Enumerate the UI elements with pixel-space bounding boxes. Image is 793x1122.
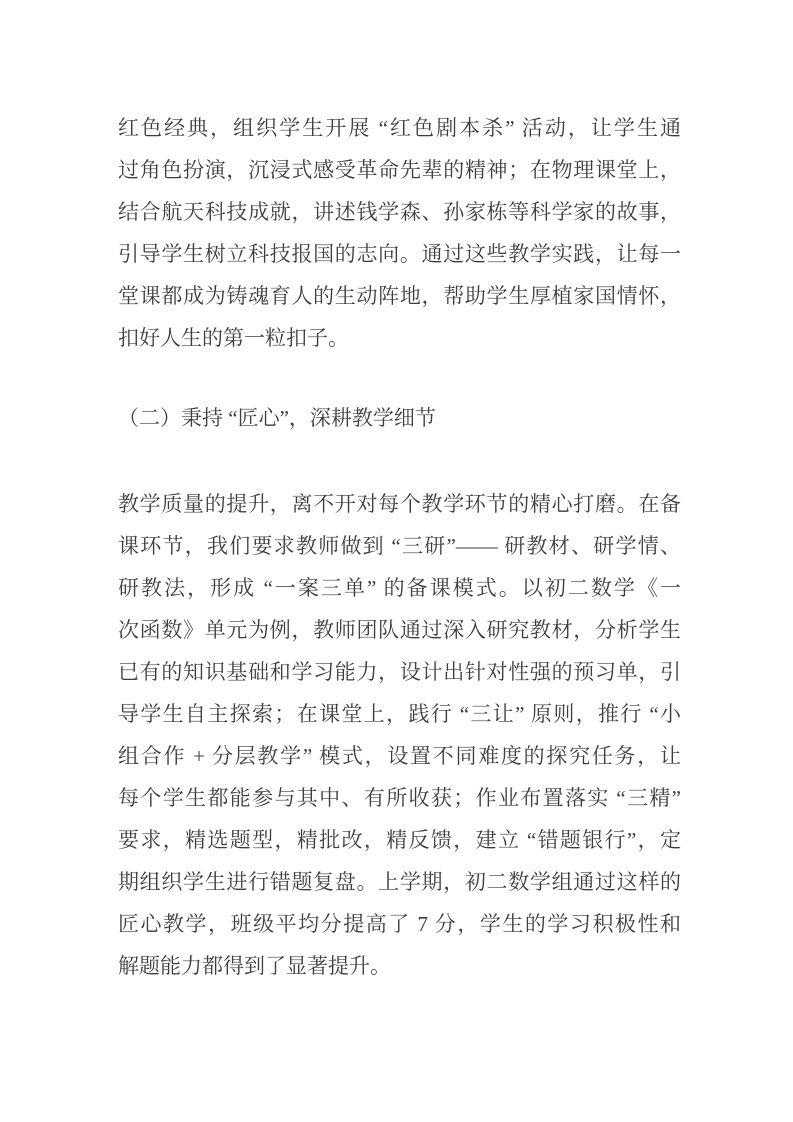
paragraph-1 xyxy=(118,107,681,359)
text-line: 组合作 + 分层教学” 模式，设置不同难度的探究任务，让 xyxy=(118,744,681,768)
text-line: 匠心教学，班级平均分提高了 7 分，学生的学习积极性和 xyxy=(118,912,681,936)
text-line: 要求，精选题型，精批改，精反馈，建立 “错题银行”，定 xyxy=(118,828,681,852)
text-line: 红色经典，组织学生开展 “红色剧本杀” 活动，让学生通 xyxy=(118,116,681,140)
text-line: 次函数》单元为例，教师团队通过深入研究教材，分析学生 xyxy=(118,618,681,642)
text-line: 期组织学生进行错题复盘。上学期，初二数学组通过这样的 xyxy=(118,870,681,894)
text-line: 结合航天科技成就，讲述钱学森、孙家栋等科学家的故事， xyxy=(118,200,681,224)
text-line: 引导学生树立科技报国的志向。通过这些教学实践，让每一 xyxy=(118,242,681,266)
text-line: 教学质量的提升，离不开对每个教学环节的精心打磨。在备 xyxy=(118,492,681,516)
text-line: 过角色扮演，沉浸式感受革命先辈的精神；在物理课堂上， xyxy=(118,158,681,182)
text-line: 课环节，我们要求教师做到 “三研”—— 研教材、研学情、 xyxy=(118,534,681,558)
text-line: 扣好人生的第一粒扣子。 xyxy=(118,326,349,350)
text-line: 已有的知识基础和学习能力，设计出针对性强的预习单，引 xyxy=(118,660,681,684)
text-line: 每个学生都能参与其中、有所收获；作业布置落实 “三精” xyxy=(118,786,681,810)
text-line: 解题能力都得到了显著提升。 xyxy=(118,954,391,978)
text-line: 导学生自主探索；在课堂上，践行 “三让” 原则，推行 “小 xyxy=(118,702,681,726)
text-line: 研教法，形成 “一案三单” 的备课模式。以初二数学《一 xyxy=(118,576,681,600)
paragraph-2 xyxy=(118,483,681,987)
section-heading: （二）秉持 “匠心”，深耕教学细节 xyxy=(118,406,436,430)
text-line: 堂课都成为铸魂育人的生动阵地，帮助学生厚植家国情怀， xyxy=(118,284,681,308)
